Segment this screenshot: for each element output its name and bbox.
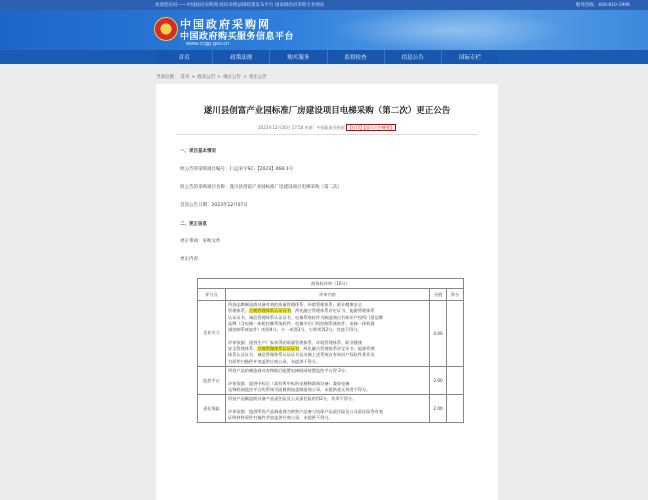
site-url: www.ccgp.gov.cn bbox=[186, 41, 230, 47]
project-name: 原公告的采购项目名称：遂川县创富产业园标准厂房建设项目电梯采购（第二次） bbox=[180, 185, 342, 190]
site-banner bbox=[0, 10, 648, 50]
page-title: 遂川县创富产业园标准厂房建设项目电梯采购（第二次）更正公告 bbox=[203, 106, 451, 116]
breadcrumb-home[interactable]: 首页 bbox=[180, 75, 190, 80]
table-header: 评分点 bbox=[198, 289, 226, 301]
awarded-score bbox=[447, 395, 464, 423]
breadcrumb-current: 更正公告 bbox=[248, 75, 267, 80]
highlighted-term: 合规管理体系认证证书 bbox=[257, 346, 300, 352]
top-bar bbox=[0, 0, 648, 10]
awarded-score bbox=[447, 301, 464, 367]
correction-item: 更正事项：采购文件 bbox=[180, 239, 221, 244]
score-value: 4.00 bbox=[430, 301, 447, 367]
section-heading-2: 二、更正信息 bbox=[180, 222, 207, 227]
welcome-text: 欢迎您访问——中国政府采购网 政府采购法律政策发布平台 国家级政府采购专业网站 bbox=[155, 3, 325, 8]
nav-item-supervision[interactable]: 监督检查 bbox=[328, 50, 385, 64]
site-title[interactable]: 中国政府采购网 bbox=[180, 18, 271, 31]
national-emblem-icon bbox=[154, 17, 178, 41]
correction-content-label: 更正内容： bbox=[180, 257, 203, 262]
nav-item-notices[interactable]: 信息公告 bbox=[385, 50, 442, 64]
nav-item-services[interactable]: 购买服务 bbox=[270, 50, 327, 64]
site-subtitle: 中国政府购买服务信息平台 bbox=[180, 32, 295, 42]
table-header: 分值 bbox=[430, 289, 447, 301]
breadcrumb: 当前位置： 首页 > 政采公告 > 地方公告 > 更正公告 bbox=[156, 75, 267, 80]
hotline-text: 服务热线：400-810-1996 bbox=[575, 3, 630, 8]
divider bbox=[176, 134, 478, 135]
print-link[interactable]: 【打印】【显示公告概要】 bbox=[347, 125, 394, 130]
table-row bbox=[198, 395, 464, 423]
publish-info: 2023年12月20日 17:54 来源：中国政府采购网 bbox=[258, 125, 345, 130]
table-header: 得分 bbox=[447, 289, 464, 301]
first-notice-date: 首次公告日期：2023年12月07日 bbox=[180, 203, 248, 208]
criterion-name: 企业实力 bbox=[198, 301, 226, 367]
table-row bbox=[198, 301, 464, 367]
scoring-table bbox=[197, 278, 464, 423]
score-value: 2.00 bbox=[430, 395, 447, 423]
criterion-name: 责任保险 bbox=[198, 395, 226, 423]
breadcrumb-prefix: 当前位置： bbox=[156, 75, 179, 80]
criterion-content: 所投产品制造商具备产品责任险及公众责任险的得2分，其余不得分。 评审依据：提供所投产品制造商为销售产品参与投保产品责任险及公众责任险等有效 证明材料原件扫描件并加盖供应商公章，未提供不得分。 bbox=[226, 395, 430, 423]
project-number: 原公告的采购项目编号：仁远采字SC-【2023】068-1号 bbox=[180, 167, 294, 172]
nav-item-international[interactable]: 国际专栏 bbox=[458, 55, 481, 61]
criterion-content: 所投产品的制造商具有物联后配置电梯联网装置监控平台得 2分。 评审依据：提供中标后（需有所中标的电梯物联网设备）兼容电梯 及物联网监控平台的系统页面截图加盖制造商公章，未提供或无效者不得分。 bbox=[226, 366, 430, 394]
table-caption: 商务标评审（16分） bbox=[198, 279, 464, 289]
table-row bbox=[198, 366, 464, 394]
breadcrumb-notices[interactable]: 政采公告 bbox=[197, 75, 216, 80]
nav-item-home[interactable]: 首页 bbox=[156, 50, 213, 64]
nav-item-policy[interactable]: 政策法规 bbox=[213, 50, 270, 64]
main-nav bbox=[156, 50, 498, 64]
awarded-score bbox=[447, 366, 464, 394]
criterion-name: 监控平台 bbox=[198, 366, 226, 394]
table-header: 评审内容 bbox=[226, 289, 430, 301]
criterion-content: 所投品牌制造商具备有效的质量管理体系、环境管理体系、职业健康安全 管理体系、合规管理体系认证证书、两化融合管理体系评定证书、能源管理体系 认证证书、诚信管理体系认证证书、电梯系统软件为制造商自有知识产权所门票品牌 品牌（含电梯一体机控制系统软件、电梯多层门机控制系统软件、电梯一体机群 调控制系统软件）的得4分，少一项得3分，少两项得2分，其他不得分。 评审依据：提供生产厂家获得的质量管理体系、环境管理体系、职业健康 安全管理体系、合规管理体系认证证书、两化融合管理体系评定证书、能源管理 体系认证证书、诚信管理体系认证证书及电梯上述系统自有知识产权软件著作证 书原件扫描件并加盖供应商公章，未提供不得分。 bbox=[226, 301, 430, 367]
article-meta bbox=[156, 125, 498, 131]
section-heading-1: 一、项目基本情况 bbox=[180, 149, 216, 154]
breadcrumb-local[interactable]: 地方公告 bbox=[223, 75, 242, 80]
score-value: 2.00 bbox=[430, 366, 447, 394]
highlighted-term: 合规管理体系认证证书 bbox=[248, 308, 291, 314]
